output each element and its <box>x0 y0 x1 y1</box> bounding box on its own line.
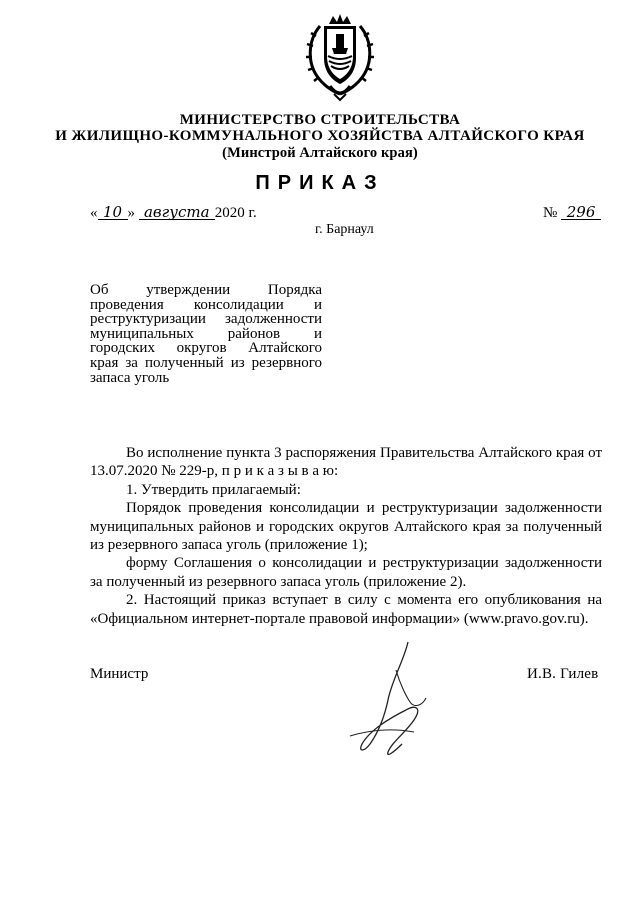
body-paragraph: 1. Утвердить прилагаемый: <box>126 481 301 498</box>
document-city: г. Барнаул <box>315 222 374 237</box>
document-number <box>543 205 601 222</box>
number-label: № <box>543 205 558 221</box>
body-paragraph: Во исполнение пункта 3 распоряжения Правительства Алтайского края от 13.07.2020 № 229-р, п р и к а з ы в а ю: <box>90 445 602 480</box>
subject-line: муниципальных районов и <box>90 325 322 342</box>
subject-line: проведения консолидации и <box>90 296 322 313</box>
document-title: ПРИКАЗ <box>255 172 385 194</box>
document-body <box>90 444 602 628</box>
document-date <box>90 205 257 222</box>
body-paragraph: Порядок проведения консолидации и реструктуризации задолженности муниципальных районов и городских округов Алтайского края за полученный из резервного запаса уголь (приложение 1); <box>90 500 602 554</box>
number-value: 296 <box>561 205 601 220</box>
date-close-quote: » <box>127 205 135 221</box>
signatory-name: И.В. Гилев <box>527 666 599 682</box>
subject-line: городских округов Алтайского <box>90 340 322 357</box>
ministry-name-line2: И ЖИЛИЩНО-КОММУНАЛЬНОГО ХОЗЯЙСТВА АЛТАЙСКОГО КРАЯ <box>55 128 585 144</box>
ministry-name-line1: МИНИСТЕРСТВО СТРОИТЕЛЬСТВА <box>179 112 461 128</box>
date-month: августа <box>139 205 215 220</box>
subject-line: края за полученный из резервного <box>90 354 322 371</box>
document-subject <box>90 283 322 385</box>
date-day: 10 <box>98 205 128 220</box>
date-open-quote: « <box>90 205 98 221</box>
body-paragraph: 2. Настоящий приказ вступает в силу с момента его опубликования на «Официальном интернет-портале правовой информации» (www.pravo.gov.ru). <box>90 592 602 627</box>
subject-line: реструктуризации задолженности <box>90 311 322 328</box>
coat-of-arms-icon <box>302 12 378 102</box>
body-paragraph: форму Соглашения о консолидации и реструктуризации задолженности за полученный из резервного запаса уголь (приложение 2). <box>90 555 602 590</box>
subject-line: запаса уголь <box>90 369 170 386</box>
handwritten-signature-icon <box>330 640 460 770</box>
date-year: 2020 г. <box>214 205 257 221</box>
subject-line: Об утверждении Порядка <box>90 282 322 298</box>
ministry-short-name: (Минстрой Алтайского края) <box>222 145 418 161</box>
signatory-position: Министр <box>90 666 149 682</box>
